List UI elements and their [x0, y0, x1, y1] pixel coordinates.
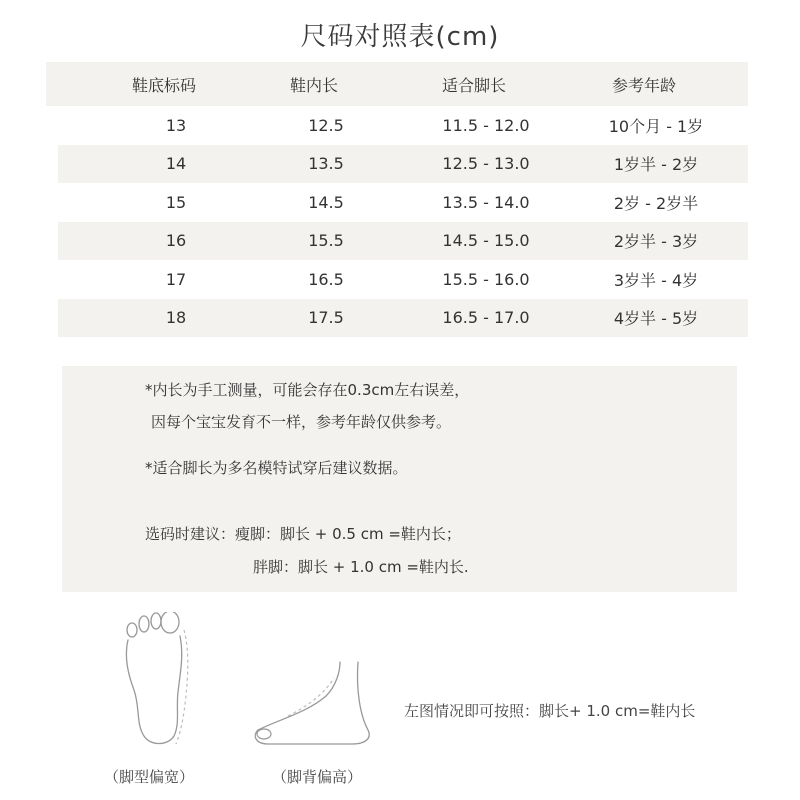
note-age-reference: 因每个宝宝发育不一样，参考年龄仅供参考。: [151, 413, 452, 431]
wide-foot-illustration: [118, 612, 198, 752]
page-title: 尺码对照表(cm): [300, 22, 500, 52]
cell-inner-length: 13.5: [308, 154, 344, 174]
cell-foot-length: 13.5 - 14.0: [442, 192, 530, 212]
cell-age: 1岁半 - 2岁: [613, 155, 699, 175]
cell-sole-size: 14: [165, 154, 187, 174]
cell-inner-length: 17.5: [308, 308, 344, 328]
cell-age: 2岁 - 2岁半: [613, 193, 699, 213]
cell-age: 10个月 - 1岁: [608, 116, 704, 136]
cell-inner-length: 16.5: [308, 269, 344, 289]
cell-age: 2岁半 - 3岁: [613, 232, 699, 252]
table-row: [58, 222, 748, 261]
header-inner-length: 鞋内长: [289, 75, 338, 95]
cell-foot-length: 15.5 - 16.0: [442, 269, 530, 289]
cell-age: 3岁半 - 4岁: [613, 270, 699, 290]
cell-inner-length: 12.5: [308, 115, 344, 135]
table-row: [58, 183, 748, 222]
high-instep-illustration: [248, 660, 378, 750]
cell-inner-length: 15.5: [308, 231, 344, 251]
cell-sole-size: 15: [165, 192, 187, 212]
note-foot-length-basis: *适合脚长为多名模特试穿后建议数据。: [145, 459, 408, 477]
cell-sole-size: 18: [165, 308, 187, 328]
header-foot-length: 适合脚长: [441, 75, 506, 95]
cell-sole-size: 16: [165, 231, 187, 251]
notes-panel: [62, 366, 737, 592]
header-sole-size: 鞋底标码: [131, 75, 196, 95]
note-wide-foot-advice: 胖脚：脚长 + 1.0 cm =鞋内长.: [253, 558, 469, 576]
table-header-row: [46, 62, 748, 106]
cell-foot-length: 16.5 - 17.0: [442, 308, 530, 328]
high-instep-caption: （脚背偏高）: [272, 768, 363, 786]
cell-sole-size: 17: [165, 269, 187, 289]
note-thin-foot-advice: 选码时建议：瘦脚：脚长 + 0.5 cm =鞋内长；: [145, 525, 461, 543]
wide-foot-caption: （脚型偏宽）: [104, 768, 195, 786]
header-age: 参考年龄: [611, 75, 676, 95]
table-row: [58, 106, 748, 145]
cell-age: 4岁半 - 5岁: [613, 309, 699, 329]
cell-foot-length: 11.5 - 12.0: [442, 115, 530, 135]
cell-foot-length: 14.5 - 15.0: [442, 231, 530, 251]
cell-inner-length: 14.5: [308, 192, 344, 212]
cell-foot-length: 12.5 - 13.0: [442, 154, 530, 174]
table-row: [58, 299, 748, 338]
fitting-advice-note: 左图情况即可按照：脚长+ 1.0 cm=鞋内长: [404, 702, 696, 720]
table-row: [58, 260, 748, 299]
cell-sole-size: 13: [165, 115, 187, 135]
size-table: [46, 62, 748, 337]
table-row: [58, 145, 748, 184]
note-measurement-error: *内长为手工测量，可能会存在0.3cm左右误差，: [145, 381, 470, 399]
